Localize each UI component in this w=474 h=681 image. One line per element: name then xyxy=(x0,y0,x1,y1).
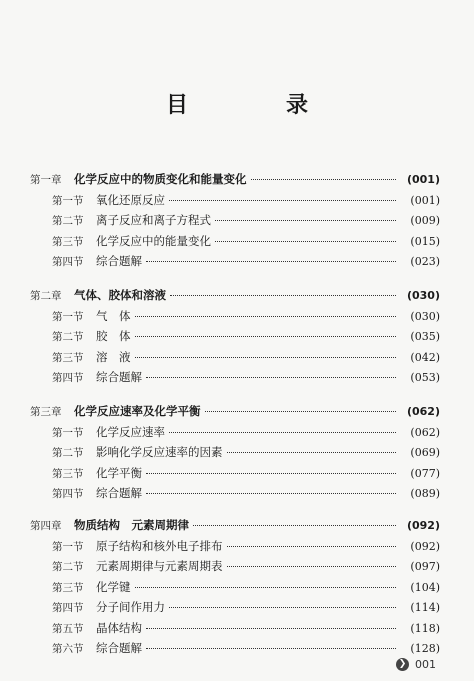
section-title: 影响化学反应速率的因素 xyxy=(96,445,223,459)
page-number: (001) xyxy=(406,173,440,186)
page-number: (042) xyxy=(410,350,440,364)
page-number: (062) xyxy=(406,405,440,418)
page-number: (097) xyxy=(410,560,440,573)
section-label: 第二节 xyxy=(52,215,84,227)
chapter-label: 第三章 xyxy=(30,406,62,418)
section-label: 第三节 xyxy=(52,235,84,248)
section-title: 综合题解 xyxy=(96,486,142,500)
section-label: 第一节 xyxy=(52,310,84,323)
page-number: (030) xyxy=(410,309,440,323)
section-row[interactable] xyxy=(30,538,440,559)
section-row[interactable] xyxy=(30,620,440,641)
chapter-label: 第四章 xyxy=(30,520,62,532)
leader-dots xyxy=(146,473,396,474)
section-row[interactable] xyxy=(30,369,440,390)
page-number: (077) xyxy=(410,466,440,480)
leader-dots xyxy=(215,220,396,221)
page-number: (069) xyxy=(410,446,440,459)
section-label: 第一节 xyxy=(52,194,84,207)
chapter-title: 化学反应中的物质变化和能量变化 xyxy=(74,172,247,186)
section-title: 胶 体 xyxy=(96,329,131,343)
section-row[interactable] xyxy=(30,599,440,620)
section-title: 溶 液 xyxy=(96,349,131,364)
section-label: 第五节 xyxy=(52,622,84,635)
leader-dots xyxy=(170,295,396,296)
section-title: 分子间作用力 xyxy=(96,600,165,614)
leader-dots xyxy=(146,628,396,629)
section-row[interactable] xyxy=(30,308,440,329)
chapter-block xyxy=(30,171,440,274)
chapter-title: 化学反应速率及化学平衡 xyxy=(74,404,201,418)
section-row[interactable] xyxy=(30,253,440,274)
section-title: 化学反应速率 xyxy=(96,424,165,439)
section-label: 第三节 xyxy=(52,467,84,480)
section-label: 第六节 xyxy=(52,643,84,655)
section-row[interactable] xyxy=(30,328,440,349)
page-number: (001) xyxy=(410,193,440,207)
section-label: 第一节 xyxy=(52,426,84,439)
section-title: 晶体结构 xyxy=(96,620,142,635)
leader-dots xyxy=(193,525,396,526)
section-title: 离子反应和离子方程式 xyxy=(96,213,211,227)
page-number: (009) xyxy=(410,214,440,227)
chapter-row[interactable] xyxy=(30,287,440,308)
leader-dots xyxy=(135,336,397,337)
page-number: (030) xyxy=(406,289,440,302)
chapter-label: 第一章 xyxy=(30,174,62,186)
leader-dots xyxy=(251,179,397,180)
section-row[interactable] xyxy=(30,212,440,233)
leader-dots xyxy=(215,241,396,242)
section-label: 第四节 xyxy=(52,256,84,268)
section-label: 第四节 xyxy=(52,488,84,500)
page-number: (015) xyxy=(410,234,440,248)
chapter-row[interactable] xyxy=(30,517,440,538)
leader-dots xyxy=(227,566,397,567)
page-number: (118) xyxy=(410,621,440,635)
section-label: 第三节 xyxy=(52,581,84,594)
chapter-block xyxy=(30,403,440,506)
section-title: 综合题解 xyxy=(96,641,142,655)
section-row[interactable] xyxy=(30,349,440,370)
chapter-row[interactable] xyxy=(30,403,440,424)
leader-dots xyxy=(135,357,397,358)
section-row[interactable] xyxy=(30,465,440,486)
leader-dots xyxy=(146,493,396,494)
leader-dots xyxy=(135,316,397,317)
section-row[interactable] xyxy=(30,233,440,254)
section-row[interactable] xyxy=(30,485,440,506)
leader-dots xyxy=(169,432,396,433)
chapter-title: 气体、胶体和溶液 xyxy=(74,288,166,302)
page-number: (023) xyxy=(410,255,440,268)
page-title: 目 录 xyxy=(165,93,346,118)
page-number: (104) xyxy=(410,580,440,594)
section-title: 综合题解 xyxy=(96,370,142,384)
section-row[interactable] xyxy=(30,579,440,600)
section-label: 第四节 xyxy=(52,602,84,614)
section-row[interactable] xyxy=(30,558,440,579)
page-number: (114) xyxy=(410,601,440,614)
leader-dots xyxy=(169,607,396,608)
chevron-right-icon: ❯ xyxy=(396,658,409,671)
section-label: 第四节 xyxy=(52,372,84,384)
section-title: 化学平衡 xyxy=(96,465,142,480)
section-title: 化学键 xyxy=(96,579,131,594)
page-number: (092) xyxy=(406,519,440,532)
chapter-block xyxy=(30,517,440,661)
section-title: 综合题解 xyxy=(96,254,142,268)
leader-dots xyxy=(146,377,396,378)
section-title: 气 体 xyxy=(96,308,131,323)
leader-dots xyxy=(205,411,397,412)
section-row[interactable] xyxy=(30,444,440,465)
section-label: 第三节 xyxy=(52,351,84,364)
section-title: 元素周期律与元素周期表 xyxy=(96,559,223,573)
section-label: 第二节 xyxy=(52,331,84,343)
leader-dots xyxy=(227,546,397,547)
leader-dots xyxy=(169,200,396,201)
leader-dots xyxy=(227,452,397,453)
section-title: 化学反应中的能量变化 xyxy=(96,233,211,248)
section-label: 第二节 xyxy=(52,447,84,459)
leader-dots xyxy=(146,261,396,262)
page-number: (128) xyxy=(410,642,440,655)
page-number: (062) xyxy=(410,425,440,439)
section-row[interactable] xyxy=(30,424,440,445)
leader-dots xyxy=(135,587,397,588)
leader-dots xyxy=(146,648,396,649)
chapter-label: 第二章 xyxy=(30,290,62,302)
section-label: 第一节 xyxy=(52,540,84,553)
chapter-block xyxy=(30,287,440,390)
chapter-title: 物质结构 元素周期律 xyxy=(74,518,189,532)
chapter-row[interactable] xyxy=(30,171,440,192)
section-label: 第二节 xyxy=(52,561,84,573)
page-number: (092) xyxy=(410,539,440,553)
page-number: (035) xyxy=(410,330,440,343)
section-row[interactable] xyxy=(30,640,440,661)
section-title: 氧化还原反应 xyxy=(96,192,165,207)
footer-page-number: 001 xyxy=(415,658,436,671)
section-row[interactable] xyxy=(30,192,440,213)
page-number: (053) xyxy=(410,371,440,384)
page-footer xyxy=(396,658,436,671)
page-number: (089) xyxy=(410,487,440,500)
section-title: 原子结构和核外电子排布 xyxy=(96,538,223,553)
